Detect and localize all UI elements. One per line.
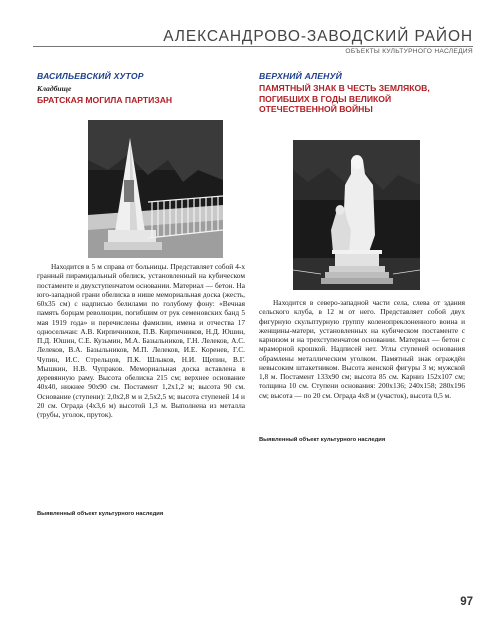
memorial-photo [293, 140, 420, 290]
right-location: ВЕРХНИЙ АЛЕНУЙ [259, 71, 342, 81]
left-location: ВАСИЛЬЕВСКИЙ ХУТОР [37, 71, 144, 81]
left-object-title: БРАТСКАЯ МОГИЛА ПАРТИЗАН [37, 95, 173, 105]
right-description [259, 298, 465, 400]
header-divider [33, 46, 473, 47]
section-title: АЛЕКСАНДРОВО-ЗАВОДСКИЙ РАЙОН [163, 28, 473, 45]
right-object-title: ПАМЯТНЫЙ ЗНАК В ЧЕСТЬ ЗЕМЛЯКОВ, ПОГИБШИХ В ГОДЫ ВЕЛИКОЙ ОТЕЧЕСТВЕННОЙ ВОЙНЫ [259, 83, 430, 114]
left-entry-heading [37, 71, 245, 106]
right-entry-heading [259, 71, 465, 115]
left-description [37, 262, 245, 419]
page-number: 97 [460, 596, 473, 608]
right-description-text: Находится в северо-западной части села, слева от здания сельского клуба, в 12 м от него. Представляет собой двух фигурную скульптурную группу коленопреклоненного воина и женщины-матери, установленных на кубическом постаменте с карнизом и на трехступенчатом основании. Материал — бетон с мраморной крошкой. Надписей нет. Углы ступеней основания обрамлены металлическим уголком. Памятный знак ограждён невысоким штакетником. Высота женской фигуры 3 м; мужской 1,8 м. Постамент 133х90 см; высота 85 см. Карниз 152х107 см; толщина 10 см. Ступени основания: 200х136; 240х158; 280х196 см; высота — по 20 см. Ограда 4х8 м (участок), высота 0,5 м. [259, 298, 465, 400]
right-heritage-note: Выявленный объект культурного наследия [259, 437, 386, 443]
left-heritage-note: Выявленный объект культурного наследия [37, 511, 164, 517]
section-subtitle: ОБЪЕКТЫ КУЛЬТУРНОГО НАСЛЕДИЯ [345, 48, 473, 55]
obelisk-photo [88, 120, 223, 258]
left-description-text: Находится в 5 м справа от больницы. Представляет собой 4-х гранный пирамидальный обелиск, установленный на кубическом постаменте и двухступенчатом основании. Материал — бетон. На юго-западной грани обелиска в нише мемориальная доска (жесть, 60х35 см) с надписью белилами по голубому фону: «Вечная память борцам революции, погибшим от рук семеновских банд 5 мая 1919 года» и перечислены фамилии, имена и отчества 17 односельчан: А.В. Кирпичников, П.В. Кирпичников, Н.Д. Юшин, П.Д. Юшин, С.Е. Кузьмин, М.А. Базыльников, Г.Н. Лелеков, А.С. Лелеков, В.А. Базыльников, М.П. Лелеков, И.Е. Коренев, Г.С. Чупин, И.С. Стрельцов, П.К. Шлыков, Н.И. Щепин, В.Г. Мышкин, Н.В. Чупраков. Мемориальная доска вставлена в деревянную раму. Высота обелиска 215 см; верхнее основание 40х40, нижнее 90х90 см. Постамент 1,2х1,2 м; высота 90 см. Основание (ступени): 2,0х2,8 м и 2,5х2,5 м; высота ступеней 14 и 20 см. Ограда (4х3,6 м) высотой 1,3 м. Выполнена из металла (трубы, уголок, пруток). [37, 262, 245, 419]
left-site-kind: Кладбище [37, 84, 72, 93]
